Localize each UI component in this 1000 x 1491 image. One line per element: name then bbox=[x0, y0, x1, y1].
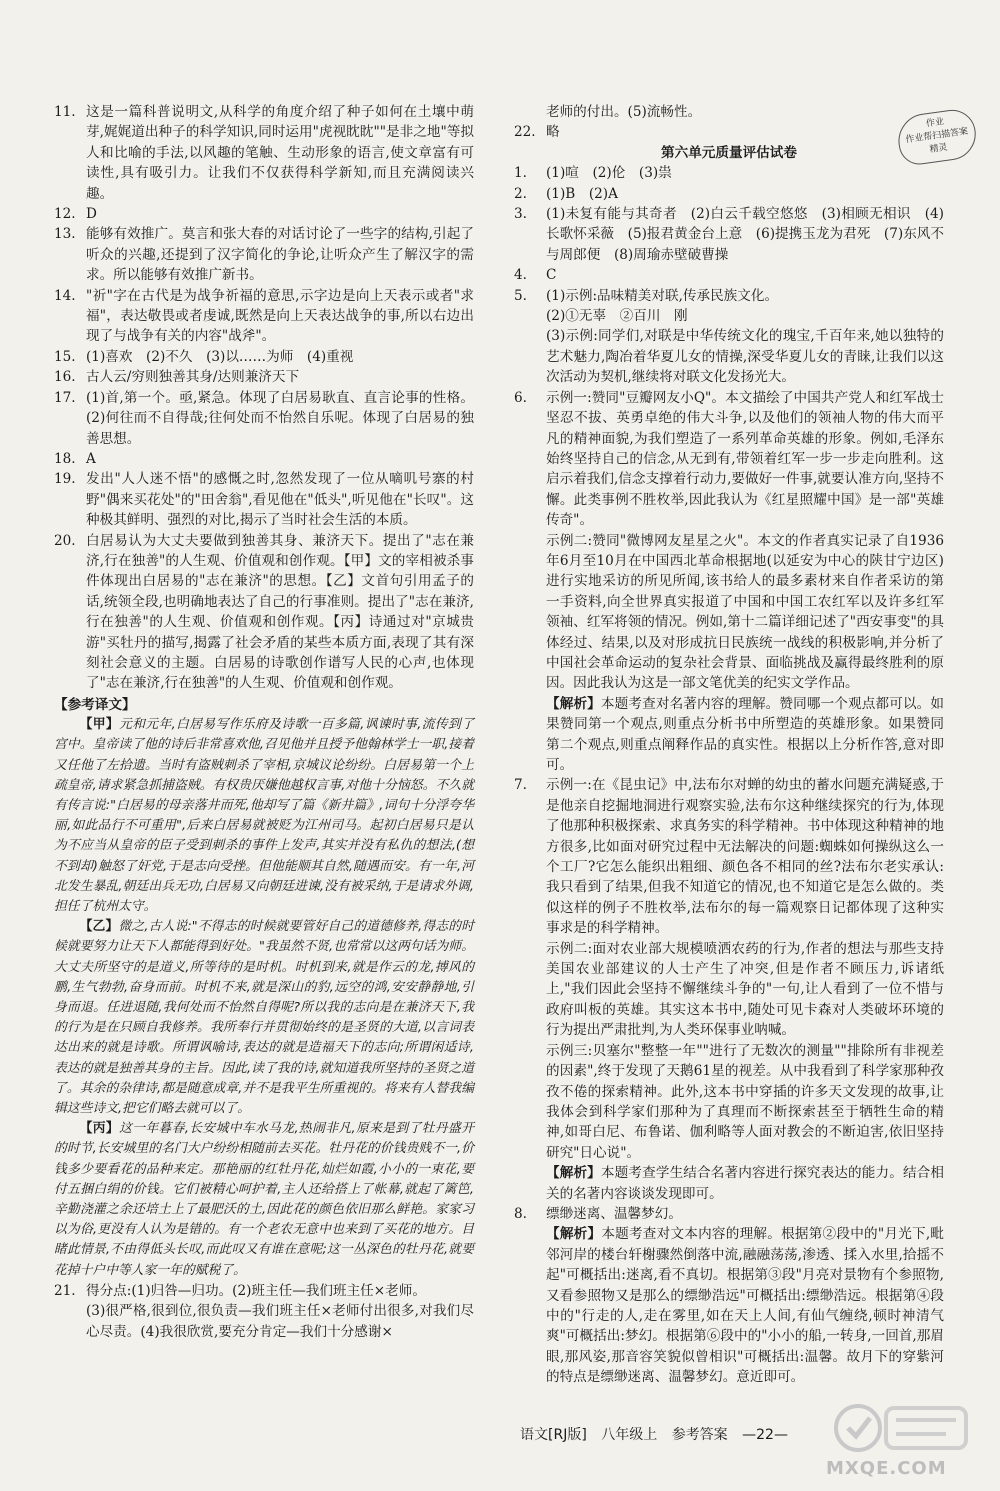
analysis-text: 本题考查对名著内容的理解。赞同哪一个观点都可以。如果赞同第一个观点,则重点分析书中所塑造的英雄形象。如果赞同第二个观点,则重点阐释作品的真实性。根据以上分析作答,意对即可。 bbox=[546, 695, 945, 773]
answer-item bbox=[514, 1204, 944, 1224]
answer-item bbox=[54, 367, 474, 387]
translation-paragraph bbox=[54, 715, 474, 917]
footer-subject: 语文[RJ版] bbox=[520, 1427, 587, 1443]
item-number: 5. bbox=[514, 287, 527, 304]
item-number: 2. bbox=[514, 185, 527, 202]
answer-item bbox=[54, 224, 474, 285]
section-title: 第六单元质量评估试卷 bbox=[661, 144, 797, 161]
item-continuation: (3)很严格,很到位,很负责—我们班主任×老师付出很多,对我们尽心尽责。(4)我很欣赏,要充分肯定—我们十分感谢× bbox=[86, 1303, 474, 1340]
stamp-line: 精灵 bbox=[929, 142, 949, 156]
item-number: 7. bbox=[514, 777, 527, 794]
analysis bbox=[514, 694, 944, 776]
item-text: (1)示例:品味精美对联,传承民族文化。 bbox=[546, 287, 779, 304]
analysis bbox=[514, 1163, 944, 1204]
item-number: 20. bbox=[54, 532, 76, 549]
item-number: 1. bbox=[514, 165, 527, 182]
item-continuation: (3)示例:同学们,对联是中华传统文化的瑰宝,千百年来,她以独特的艺术魅力,陶冶着华夏儿女的情操,深受华夏儿女的青睐,让我们以这次活动为契机,继续将对联文化发扬光大。 bbox=[546, 328, 944, 386]
item-text: 能够有效推广。莫言和张大春的对话讨论了一些字的结构,引起了听众的兴趣,还提到了汉字简化的争论,让听众产生了解汉字的需求。所以能够有效推广新书。 bbox=[86, 226, 474, 284]
item-text: (1)喜欢 (2)不久 (3)以……为师 (4)重视 bbox=[86, 348, 354, 365]
item-number: 18. bbox=[54, 450, 76, 467]
analysis-text: 本题考查学生结合名著内容进行探究表达的能力。结合相关的名著内容谈谈发现即可。 bbox=[546, 1165, 945, 1202]
item-continuation: 示例二:赞同"微博网友星星之火"。本文的作者真实记录了自1936年6月至10月在中国西北革命根据地(以延安为中心的陕甘宁边区)进行实地采访的所见所闻,该书给人的最多素材来自作者采访的第一手资料,向全世界真实报道了中国和中国工农红军以及许多红军领袖、红军将领的情况。例如,第十二篇详细记述了"西安事变"的具体经过、结果,以及对形成抗日民族统一战线的积极影响,并分析了中国社会革命运动的复杂社会背景、面临挑战及赢得最终胜利的原因。因此我认为这是一部文笔优美的纪实文学作品。 bbox=[546, 532, 944, 692]
answer-item bbox=[514, 286, 944, 306]
answer-item bbox=[54, 469, 474, 530]
answer-item bbox=[54, 531, 474, 694]
analysis-label: 【解析】 bbox=[546, 1226, 602, 1243]
analysis-label: 【解析】 bbox=[546, 1165, 601, 1182]
paragraph-text: 微之,古人说:"不得志的时候就要管好自己的道德修养,得志的时候就要努力让天下人都能得到好处。"我虽然不贤,也常常以这两句话为师。大丈夫所坚守的是道义,所等待的是时机。时机到来,就是作云的龙,搏风的鹏,生气勃勃,奋身而前。时机不来,就是深山的豹,远空的鸿,安安静静地,引身而退。任进退随,我何处而不怡然自得呢?所以我的志向是在兼济天下,我的行为是在只顾自我修养。我所奉行并贯彻始终的是圣贤的大道,以言词表达出来的就是诗歌。所谓讽喻诗,表达的就是造福天下的志向;所谓闲适诗,表达的就是独善其身的主旨。因此,读了我的诗,就知道我所坚持的圣贤之道了。其余的杂律诗,都是随意成章,并不是我平生所重视的。将来有人替我编辑这些诗文,把它们略去就可以了。 bbox=[54, 919, 474, 1117]
paragraph-text: 这一年暮春,长安城中车水马龙,热闹非凡,原来是到了牡丹盛开的时节,长安城里的名门大户纷纷相随前去买花。牡丹花的价钱贵贱不一,价钱多少要看花的品种来定。那艳丽的红牡丹花,灿烂如霞,小小的一束花,要付五捆白绢的价钱。它们被精心呵护着,主人还给搭上了帐幕,就起了篱笆,辛勤浇灌之余还培土上了最肥沃的土,因此花的颜色依旧那么鲜艳。家家习以为俗,更没有人认为是错的。有一个老农无意中也来到了买花的地方。目睹此情景,不由得低头长叹,而此叹又有谁在意呢;这一丛深色的牡丹花,就要花掉十户中等人家一年的赋税了。 bbox=[54, 1121, 474, 1278]
item-number: 14. bbox=[54, 287, 76, 304]
paragraph-label: 【丙】 bbox=[79, 1121, 120, 1137]
watermark-text: MXQE.COM bbox=[826, 1458, 947, 1479]
item-text: 发出"人人迷不悟"的感慨之时,忽然发现了一位从嘀叽号寨的村野"偶来买花处"的"田舍翁",看见他在"低头",听见他在"长叹"。这种极其鲜明、强烈的对比,揭示了当时社会生活的本质。 bbox=[86, 471, 474, 529]
answer-item bbox=[54, 102, 474, 204]
footer-grade: 八年级上 bbox=[601, 1427, 658, 1443]
item-number: 13. bbox=[54, 226, 76, 243]
item-text: "祈"字在古代是为战争祈福的意思,示字边是向上天表示或者"求福"，表达敬畏或者虔诚,既然是向上天表达战争的事,所以右边出现了与战争有关的内容"战斧"。 bbox=[86, 287, 474, 345]
item-number: 4. bbox=[514, 267, 527, 284]
paragraph-text: 元和元年,白居易写作乐府及诗歌一百多篇,讽谏时事,流传到了宫中。皇帝读了他的诗后非常喜欢他,召见他并且授予他翰林学士一职,接着又任他了左拾遗。当时有盗贼刺杀了宰相,京城议论纷纷。白居易第一个上疏皇帝,请求紧急抓捕盗贼。有权贵厌嫌他越权言事,对他十分恼怒。不久就有传言说:"白居易的母亲落井而死,他却写了篇《新井篇》,词句十分浮夸华丽,如此品行不可重用",后来白居易就被贬为江州司马。起初白居易只是认为不应当从皇帝的臣子受到刺杀的事件上发声,其实并没有私仇的想法,(想不到却)触怒了奸党,于是志向受挫。但他能顺其自然,随遇而安。有一年,河北发生暴乱,朝廷出兵无功,白居易又向朝廷进谏,没有被采纳,于是请求外调,担任了杭州太守。 bbox=[54, 717, 474, 915]
answer-item bbox=[514, 265, 944, 285]
answer-item bbox=[514, 388, 944, 531]
answer-item bbox=[514, 204, 944, 265]
item-continuation: 示例三:贝塞尔"整整一年""进行了无数次的测量""排除所有非视差的因素",终于发现了天鹅61星的视差。从中我看到了科学家那种孜孜不倦的探索精神。此外,这本书中穿插的许多天文发现的故事,让我体会到科学家们那种为了真理而不断探索甚至于牺牲生命的精神,如哥白尼、布鲁诺、伽利略等人面对教会的不断迫害,依旧坚持研究"日心说"。 bbox=[546, 1042, 944, 1161]
right-column bbox=[514, 102, 944, 1388]
item-number: 8. bbox=[514, 1205, 527, 1222]
item-text: 示例一:赞同"豆瓣网友小Q"。本文描绘了中国共产党人和红军战士坚忍不拔、英勇卓绝的伟大斗争,以及他们的领袖人物的伟大而平凡的精神面貌,为我们塑造了一系列革命英雄的形象。例如,毛泽东始终坚持自己的信念,从无到有,带领着红军一步一步走向胜利。这启示着我们,信念支撑着行动力,要做好一件事,就要认准方向,坚持不懈。此类事例不胜枚举,因此我认为《红星照耀中国》是一部"英雄传奇"。 bbox=[546, 389, 944, 529]
footer-answers: 参考答案 bbox=[671, 1427, 728, 1443]
item-text: C bbox=[546, 267, 557, 284]
answer-item bbox=[514, 163, 944, 183]
paragraph-label: 【甲】 bbox=[79, 717, 120, 733]
answer-item bbox=[54, 204, 474, 224]
item-continuation: (2)①无辜 ②百川 刚 bbox=[546, 308, 688, 325]
item-text: 这是一篇科普说明文,从科学的角度介绍了种子如何在土壤中萌芽,娓娓道出种子的科学知识,同时运用"虎视眈眈""是非之地"等拟人和比喻的手法,以风趣的笔触、生动形象的语言,使文章富有可读性,具有吸引力。让我们不仅获得科学新知,而且充满阅读兴趣。 bbox=[86, 104, 474, 202]
item-text: 略 bbox=[546, 124, 560, 141]
item-continuation: 老师的付出。(5)流畅性。 bbox=[546, 104, 702, 120]
item-text: 示例一:在《昆虫记》中,法布尔对蝉的幼虫的蓄水问题充满疑惑,于是他亲自挖掘地洞进行观察实验,法布尔这种继续探究的行为,体现了他那种积极探索、求真务实的科学精神。书中体现这种精神的地方很多,比如面对研究过程中无法解决的问题:蜘蛛如何操纵这么一个工厂?它怎么能织出粗细、颜色各不相同的丝?法布尔老实承认:我只看到了结果,但我不知道它的情况,也不知道它是怎么做的。类似这样的例子不胜枚举,法布尔的每一篇观察日记都体现了这种实事求是的科学精神。 bbox=[546, 777, 944, 937]
item-number: 3. bbox=[514, 206, 527, 223]
answer-item bbox=[514, 122, 944, 142]
analysis-text: 本题考查对文本内容的理解。根据第②段中的"月光下,毗邻河岸的楼台轩榭骤然倒落中流,融融荡荡,渗透、揉入水里,拾摇不起"可概括出:迷离,看不真切。根据第③段"月亮对景物有个参照物,又看参照物又是那么的缥缈浩远"可概括出:缥缈浩远。根据第④段中的"行走的人,走在雾里,如在天上人间,有仙气缠绕,顿时神清气爽"可概括出:梦幻。根据第⑥段中的"小小的船,一转身,一回首,那眉眼,那风姿,那音容笑貌似曾相识"可概括出:温馨。故月下的穿紫河的特点是缥缈迷离、温馨梦幻。意近即可。 bbox=[546, 1226, 944, 1386]
item-text: (1)喧 (2)伦 (3)祟 bbox=[546, 165, 672, 182]
stamp-line: 作业 bbox=[925, 116, 945, 130]
item-text: A bbox=[86, 450, 96, 467]
analysis bbox=[514, 1224, 944, 1387]
item-text: (1)首,第一个。亟,紧急。体现了白居易耿直、直言论事的性格。(2)何往而不自得哉;往何处而不怡然自乐呢。体现了白居易的独善思想。 bbox=[86, 389, 474, 447]
answer-item bbox=[514, 775, 944, 938]
page-footer bbox=[520, 1424, 798, 1444]
item-number: 21. bbox=[54, 1282, 76, 1299]
answer-item bbox=[54, 449, 474, 469]
answer-item bbox=[54, 388, 474, 449]
item-text: 白居易认为大丈夫要做到独善其身、兼济天下。提出了"志在兼济,行在独善"的人生观、价值观和创作观。【甲】文的宰相被杀事件体现出白居易的"志在兼济"的思想。【乙】文首句引用孟子的话,统领全段,也明确地表达了自己的行事准则。提出了"志在兼济,行在独善"的人生观、价值观和创作观。【丙】诗通过对"京城贵游"买牡丹的描写,揭露了社会矛盾的某些本质方面,表现了其有深刻社会意义的主题。白居易的诗歌创作谱写人民的心声,也体现了"志在兼济,行在独善"的人生观、价值观和创作观。 bbox=[86, 532, 474, 692]
item-number: 6. bbox=[514, 389, 527, 406]
item-number: 16. bbox=[54, 369, 76, 386]
item-continuation: 示例二:面对农业部大规模喷洒农药的行为,作者的想法与那些支持美国农业部建议的人士产生了冲突,但是作者不顾压力,诉诸纸上,"我们因此会坚持不懈继续斗争的"一句,让人看到了一位不惜与政府叫板的英雄。其实这本书中,随处可见卡森对人类破坏环境的行为提出严肃批判,为人类环保事业呐喊。 bbox=[546, 940, 944, 1039]
translation-paragraph bbox=[54, 1119, 474, 1281]
item-text: 古人云/穷则独善其身/达则兼济天下 bbox=[86, 369, 300, 386]
item-number: 11. bbox=[54, 104, 76, 120]
stamp-line: 作业帮扫描答案 bbox=[904, 126, 969, 146]
left-column bbox=[54, 102, 474, 1342]
item-number: 15. bbox=[54, 348, 76, 365]
item-text: (1)B (2)A bbox=[546, 185, 618, 202]
answer-item bbox=[54, 347, 474, 367]
translation-paragraph bbox=[54, 917, 474, 1119]
paragraph-label: 【乙】 bbox=[79, 919, 119, 935]
item-text: 缥缈迷离、温馨梦幻。 bbox=[546, 1205, 682, 1222]
item-text: (1)未复有能与其奇者 (2)白云千载空悠悠 (3)相顾无相识 (4)长歌怀采薇 (5)报君黄金台上意 (6)提携玉龙为君死 (7)东风不与周郎便 (8)周瑜赤壁破曹操 bbox=[546, 206, 944, 263]
item-number: 12. bbox=[54, 206, 76, 223]
item-text: D bbox=[86, 206, 97, 223]
page-number: —22— bbox=[742, 1427, 788, 1443]
translation-heading: 【参考译文】 bbox=[54, 696, 136, 713]
item-number: 22. bbox=[514, 124, 536, 141]
item-number: 19. bbox=[54, 471, 76, 488]
analysis-label: 【解析】 bbox=[546, 695, 601, 712]
answer-item bbox=[54, 286, 474, 347]
answer-item bbox=[514, 184, 944, 204]
item-number: 17. bbox=[54, 389, 76, 406]
item-text: 得分点:(1)归咎—归功。(2)班主任—我们班主任×老师。 bbox=[86, 1282, 426, 1299]
answer-item bbox=[54, 1281, 474, 1301]
